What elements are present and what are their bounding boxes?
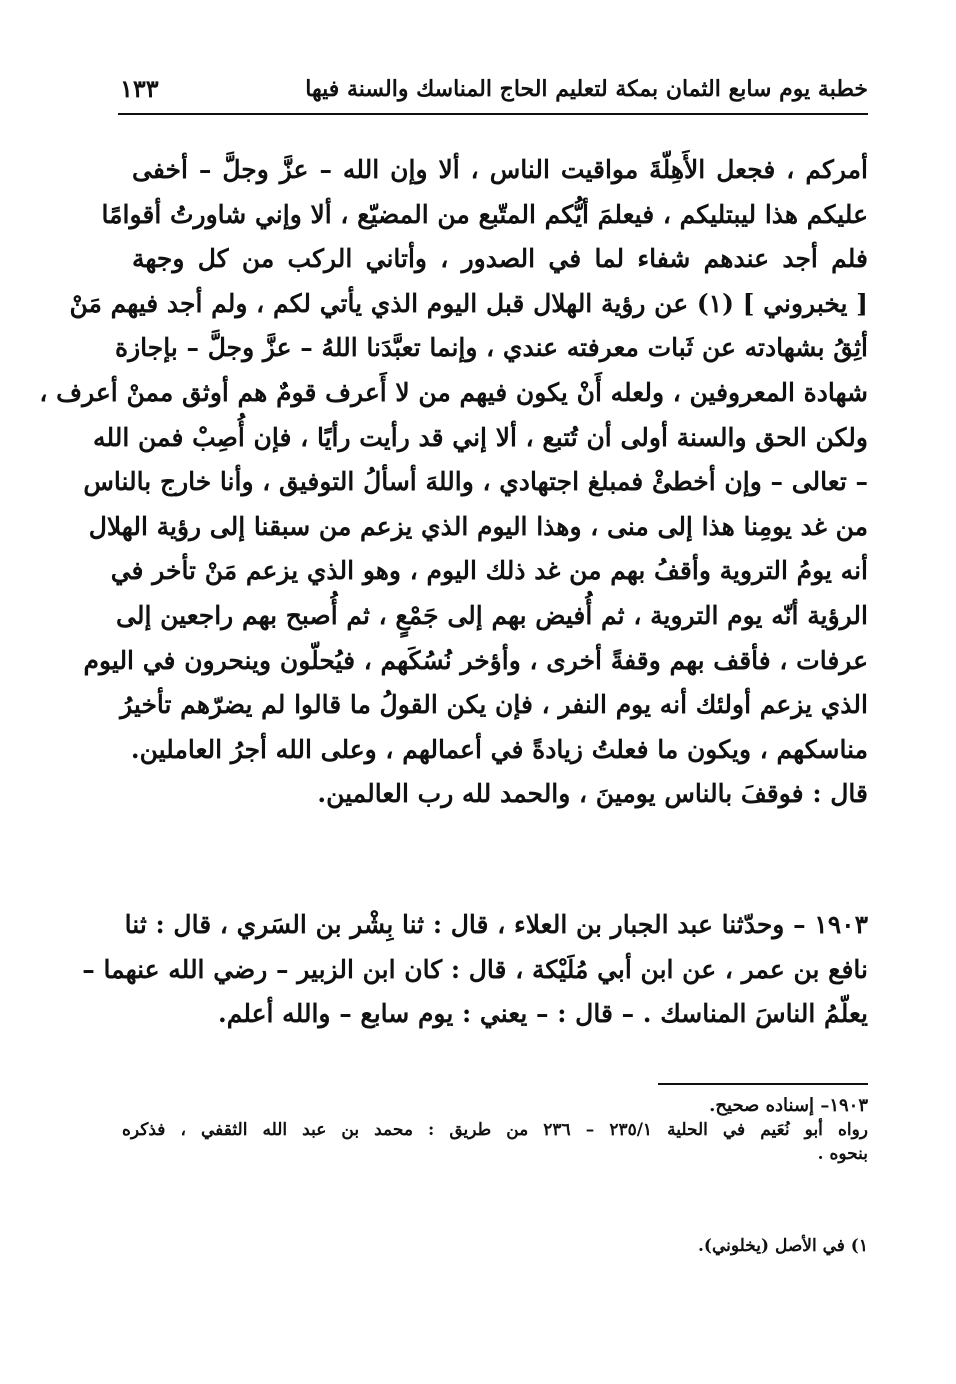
text-line: [ يخبروني ] (١) عن رؤية الهلال قبل اليوم الذي يأتي لكم ، ولم أجد فيهم مَنْ (69, 288, 868, 318)
page-number: ١٣٣ (120, 74, 159, 103)
page-header (118, 70, 868, 110)
running-title: خطبة يوم سابع الثمان بمكة لتعليم الحاج المناسك والسنة فيها (305, 76, 868, 102)
text-line: من غد يومِنا هذا إلى منى ، وهذا اليوم الذي يزعم من سبقنا إلى رؤية الهلال (88, 511, 868, 541)
hadith-line: يعلّمُ الناسَ المناسك . – قال : – يعني : يوم سابع – والله أعلم. (218, 999, 868, 1029)
header-rule (118, 113, 868, 115)
text-line: مناسكهم ، ويكون ما فعلتُ زيادةً في أعمالهم ، وعلى الله أجرُ العاملين. (130, 734, 868, 764)
footnote-grading: ١٩٠٣– إسناده صحيح. (709, 1095, 868, 1116)
text-line: أثِقُ بشهادته عن ثَبات معرفته عندي ، وإنما تعبَّدَنا اللهُ – عزَّ وجلَّ – بإجازة (114, 333, 868, 363)
text-line: الذي يزعم أولئك أنه يوم النفر ، فإن يكن القولُ ما قالوا لم يضرّهم تأخيرُ (120, 690, 868, 720)
text-line: ولكن الحق والسنة أولى أن تُتبع ، ألا إني قد رأيت رأيًا ، فإن أُصِبْ فمن الله (93, 422, 868, 452)
text-line: عرفات ، فأقف بهم وقفةً أخرى ، وأؤخر نُسُكَهم ، فيُحلّون وينحرون في اليوم (83, 645, 868, 675)
hadith-1903 (82, 903, 868, 1037)
main-text (39, 148, 868, 817)
text-line: أمركم ، فجعل الأَهِلّةَ مواقيت الناس ، ألا وإن الله – عزَّ وجلَّ – أخفى (132, 155, 868, 184)
text-line: قال : فوقفَ بالناس يومينَ ، والحمد لله رب العالمين. (317, 779, 868, 809)
text-line: الرؤية أنّه يوم التروية ، ثم أُفيض بهم إلى جَمْعٍ ، ثم أُصبح بهم راجعين إلى (116, 600, 868, 630)
text-line: شهادة المعروفين ، ولعله أَنْ يكون فيهم من لا أَعرف قومٌ هم أوثق ممنْ أعرف ، (39, 377, 868, 407)
hadith-line: نافع بن عمر ، عن ابن أبي مُلَيْكة ، قال : كان ابن الزبير – رضي الله عنهما – (82, 954, 868, 984)
footnote-rule (658, 1083, 868, 1085)
text-line: أنه يومُ التروية وأقفُ بهم من غد ذلك اليوم ، وهو الذي يزعم مَنْ تأخر في (110, 556, 868, 586)
footnote-note-1: ١) في الأصل (يخلوني). (698, 1236, 868, 1256)
text-line: عليكم هذا ليبتليكم ، فيعلمَ أيُّكم المتّبع من المضيّع ، ألا وإني شاورتُ أقوامًا (101, 199, 868, 229)
footnotes (122, 1094, 868, 1166)
hadith-line: ١٩٠٣ – وحدّثنا عبد الجبار بن العلاء ، قال : ثنا بِشْر بن السَري ، قال : ثنا (124, 910, 868, 939)
footnote-source-cont: بنحوه . (817, 1144, 868, 1164)
footnote-source: رواه أبو نُعَيم في الحلية ٢٣٥/١ – ٢٣٦ من طريق : محمد بن عبد الله الثقفي ، فذكره (122, 1120, 868, 1140)
text-line: – تعالى – وإن أخطئْ فمبلغ اجتهادي ، واللهَ أسألُ التوفيق ، وأنا خارج بالناس (83, 467, 868, 497)
text-line: فلم أجد عندهم شفاء لما في الصدور ، وأتاني الركب من كل وجهة (132, 244, 868, 274)
